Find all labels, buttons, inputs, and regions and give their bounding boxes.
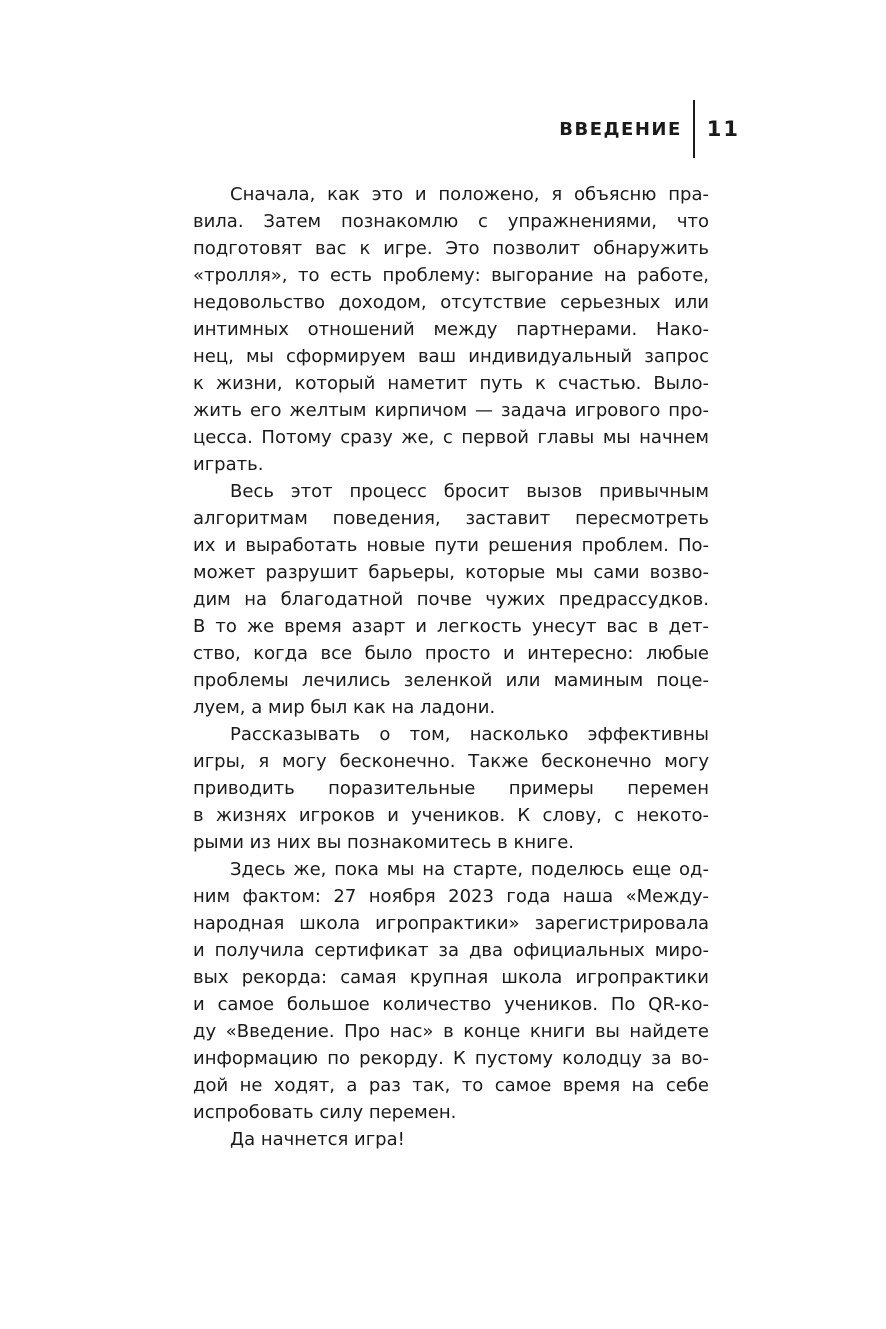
paragraph: [193, 181, 709, 478]
text-line: к жизни, который наметит путь к счастью. Выло-: [193, 373, 709, 394]
text-line: информацию по рекорду. К пустому колодцу за во-: [193, 1048, 709, 1069]
section-title: ВВЕДЕНИЕ: [559, 118, 682, 140]
text-line: Здесь же, пока мы на старте, поделюсь еще од-: [230, 859, 709, 880]
text-line: алгоритмам поведения, заставит пересмотреть: [193, 508, 709, 529]
text-line: Да начнется игра!: [230, 1129, 405, 1150]
text-line: луем, а мир был как на ладони.: [193, 697, 496, 718]
text-line: и получила сертификат за два официальных миро-: [193, 940, 709, 961]
text-line: рыми из них вы познакомитесь в книге.: [193, 832, 575, 853]
text-line: Сначала, как это и положено, я объясню пра-: [230, 184, 709, 205]
paragraph: [193, 856, 709, 1126]
text-line: жить его желтым кирпичом — задача игрового про-: [193, 400, 709, 421]
text-line: «тролля», то есть проблему: выгорание на работе,: [193, 265, 709, 286]
text-line: вых рекорда: самая крупная школа игропрактики: [193, 967, 709, 988]
text-line: дой не ходят, а раз так, то самое время на себе: [193, 1075, 709, 1096]
text-line: народная школа игропрактики» зарегистрировала: [193, 913, 709, 934]
page-number: 11: [706, 117, 740, 141]
text-line: нец, мы сформируем ваш индивидуальный запрос: [193, 346, 709, 367]
running-head: [559, 100, 740, 158]
text-line: испробовать силу перемен.: [193, 1102, 457, 1123]
text-line: В то же время азарт и легкость унесут вас в дет-: [193, 616, 709, 637]
text-line: недовольство доходом, отсутствие серьезных или: [193, 292, 709, 313]
text-line: ним фактом: 27 ноября 2023 года наша «Между-: [193, 886, 709, 907]
paragraph: [193, 1126, 709, 1153]
text-line: игры, я могу бесконечно. Также бесконечно могу: [193, 751, 709, 772]
text-line: Рассказывать о том, насколько эффективны: [230, 724, 709, 745]
header-divider: [693, 100, 695, 158]
text-line: ство, когда все было просто и интересно: любые: [193, 643, 709, 664]
text-line: интимных отношений между партнерами. Нако-: [193, 319, 709, 340]
text-line: и самое большое количество учеников. По QR-ко-: [193, 994, 709, 1015]
text-line: в жизнях игроков и учеников. К слову, с некото-: [193, 805, 709, 826]
text-line: вила. Затем познакомлю с упражнениями, что: [193, 211, 709, 232]
text-line: играть.: [193, 454, 264, 475]
text-line: проблемы лечились зеленкой или маминым поце-: [193, 670, 709, 691]
text-line: их и выработать новые пути решения проблем. По-: [193, 535, 709, 556]
text-line: приводить поразительные примеры перемен: [193, 778, 709, 799]
body-text: [193, 181, 709, 1153]
text-line: ду «Введение. Про нас» в конце книги вы найдете: [193, 1021, 709, 1042]
text-line: дим на благодатной почве чужих предрассудков.: [193, 589, 709, 610]
text-line: Весь этот процесс бросит вызов привычным: [230, 481, 709, 502]
text-line: подготовят вас к игре. Это позволит обнаружить: [193, 238, 709, 259]
paragraph: [193, 721, 709, 856]
text-line: цесса. Потому сразу же, с первой главы мы начнем: [193, 427, 709, 448]
text-line: может разрушит барьеры, которые мы сами возво-: [193, 562, 709, 583]
paragraph: [193, 478, 709, 721]
